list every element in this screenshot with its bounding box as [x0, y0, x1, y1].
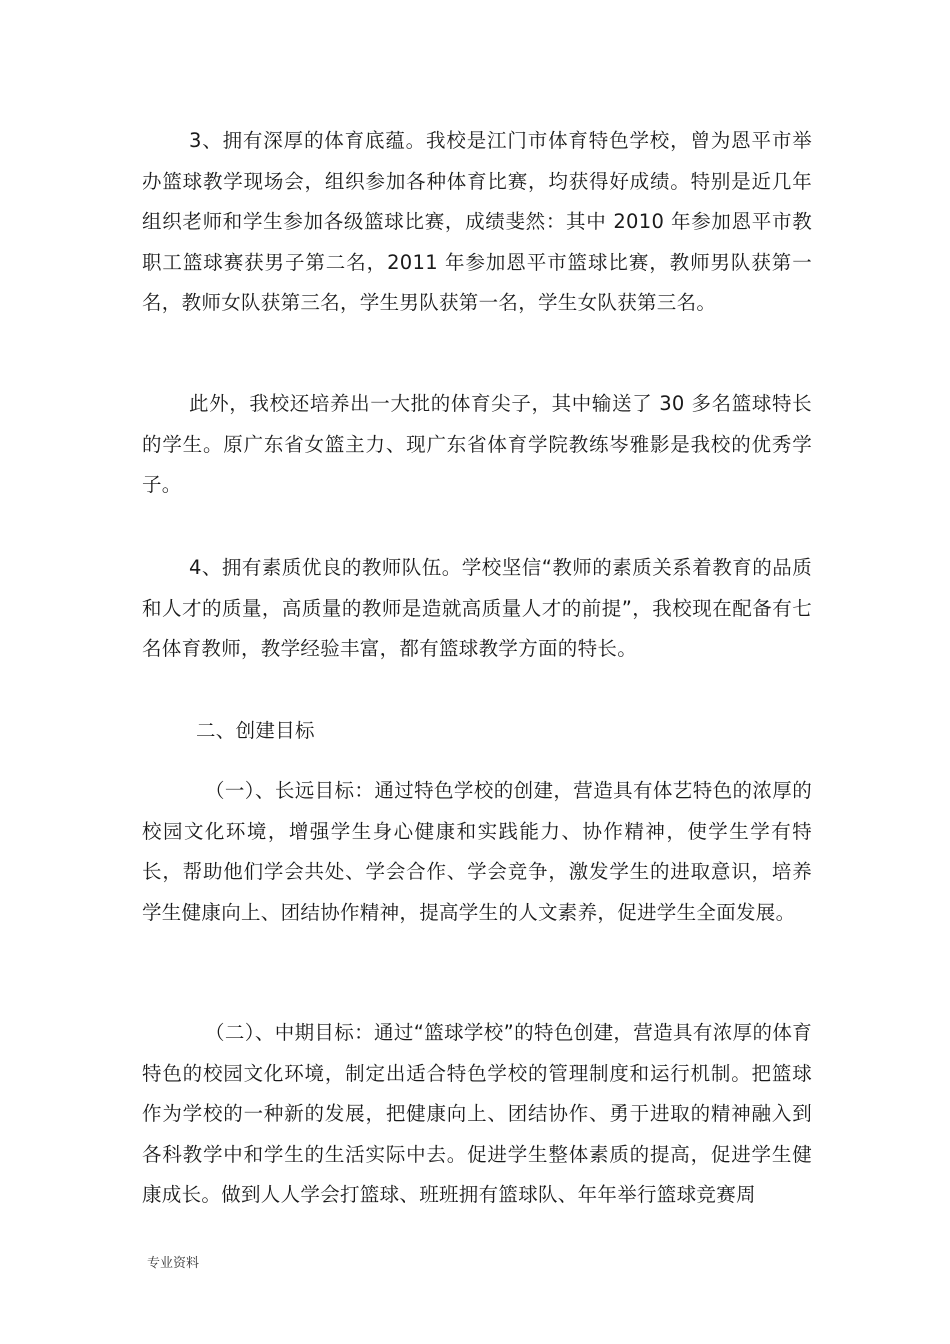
paragraph-long-term-goal: （一）、长远目标：通过特色学校的创建，营造具有体艺特色的浓厚的校园文化环境，增强学生身心健康和实践能力、协作精神，使学生学有特长，帮助他们学会共处、学会合作、学会竞争，激发学生的进取意识，培养学生健康向上、团结协作精神，提高学生的人文素养，促进学生全面发展。: [142, 779, 812, 924]
paragraph-sports-heritage: 3、拥有深厚的体育底蕴。我校是江门市体育特色学校，曾为恩平市举办篮球教学现场会，组织参加各种体育比赛，均获得好成绩。特别是近几年组织老师和学生参加各级篮球比赛，成绩斐然：其中 2010 年参加恩平市教职工篮球赛获男子第二名，2011 年参加恩平市篮球比赛，教师男队获第一名，教师女队获第三名，学生男队获第一名，学生女队获第三名。: [142, 129, 812, 314]
footer-label: 专业资料: [147, 1256, 200, 1271]
section-heading-goals: 二、创建目标: [196, 719, 315, 742]
paragraph-mid-term-goal: （二）、中期目标：通过“篮球学校”的特色创建，营造具有浓厚的体育特色的校园文化环境，制定出适合特色学校的管理制度和运行机制。把篮球作为学校的一种新的发展，把健康向上、团结协作、勇于进取的精神融入到各科教学中和学生的生活实际中去。促进学生整体素质的提高，促进学生健康成长。做到人人学会打篮球、班班拥有篮球队、年年举行篮球竞赛周: [142, 1021, 812, 1206]
paragraph-teacher-team: 4、拥有素质优良的教师队伍。学校坚信“教师的素质关系着教育的品质和人才的质量，高质量的教师是造就高质量人才的前提”，我校现在配备有七名体育教师，教学经验丰富，都有篮球教学方面的特长。: [142, 556, 812, 660]
paragraph-sports-talents: 此外，我校还培养出一大批的体育尖子，其中输送了 30 多名篮球特长的学生。原广东省女篮主力、现广东省体育学院教练岑雅影是我校的优秀学子。: [142, 392, 812, 496]
